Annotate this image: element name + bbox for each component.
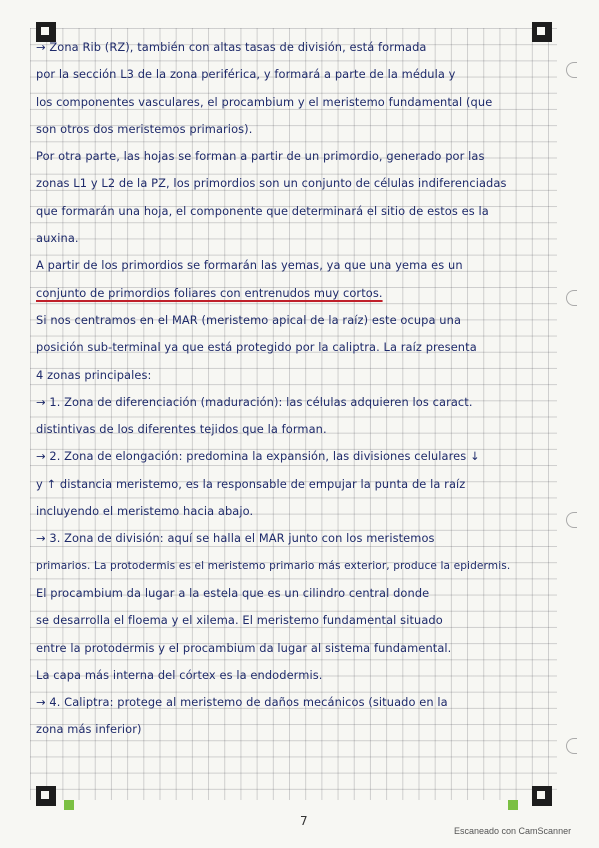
note-line: El procambium da lugar a la estela que es un cilindro central donde xyxy=(36,585,430,600)
note-line: Si nos centramos en el MAR (meristemo apical de la raíz) este ocupa una xyxy=(36,312,462,327)
note-line: 4 zonas principales: xyxy=(36,367,152,382)
green-marker-left-icon xyxy=(64,800,74,810)
handwritten-notes xyxy=(36,34,554,744)
note-line: zonas L1 y L2 de la PZ, los primordios son un conjunto de células indiferenciadas xyxy=(36,176,507,191)
page-number: 7 xyxy=(300,814,308,828)
note-line: A partir de los primordios se formarán las yemas, ya que una yema es un xyxy=(36,258,463,273)
note-line: los componentes vasculares, el procambium y el meristemo fundamental (que xyxy=(36,94,493,109)
note-line: La capa más interna del córtex es la endodermis. xyxy=(36,667,323,682)
note-line: son otros dos meristemos primarios). xyxy=(36,121,253,136)
note-line: primarios. La protodermis es el meristemo primario más exterior, produce la epidermis. xyxy=(36,559,511,572)
note-line: → 3. Zona de división: aquí se halla el MAR junto con los meristemos xyxy=(36,531,435,546)
page-margin-top xyxy=(0,0,599,28)
note-line: Por otra parte, las hojas se forman a partir de un primordio, generado por las xyxy=(36,149,485,164)
note-line: se desarrolla el floema y el xilema. El meristemo fundamental situado xyxy=(36,613,443,628)
note-line: → 1. Zona de diferenciación (maduración): las células adquieren los caract. xyxy=(36,394,473,409)
note-line: → 2. Zona de elongación: predomina la expansión, las divisiones celulares ↓ xyxy=(36,449,480,464)
note-line: → Zona Rib (RZ), también con altas tasas de división, está formada xyxy=(36,40,427,54)
scanner-watermark: Escaneado con CamScanner xyxy=(454,826,572,836)
note-line: entre la protodermis y el procambium da lugar al sistema fundamental. xyxy=(36,640,452,655)
binder-ring-icon xyxy=(566,62,577,78)
note-line: y ↑ distancia meristemo, es la responsable de empujar la punta de la raíz xyxy=(36,476,466,491)
binder-ring-icon xyxy=(566,738,577,754)
scan-marker-bottom-right-icon xyxy=(532,786,552,806)
binder-ring-icon xyxy=(566,512,577,528)
note-line: distintivas de los diferentes tejidos que la forman. xyxy=(36,422,327,437)
binder-ring-icon xyxy=(566,290,577,306)
scan-marker-bottom-left-icon xyxy=(36,786,56,806)
page-margin-right xyxy=(557,0,599,848)
note-line: posición sub-terminal ya que está protegido por la caliptra. La raíz presenta xyxy=(36,340,477,355)
note-line: → 4. Caliptra: protege al meristemo de daños mecánicos (situado en la xyxy=(36,695,448,710)
page-margin-left xyxy=(0,0,30,848)
note-line: por la sección L3 de la zona periférica, y formará a parte de la médula y xyxy=(36,67,456,82)
note-line: incluyendo el meristemo hacia abajo. xyxy=(36,504,254,519)
note-line: auxina. xyxy=(36,231,79,246)
note-line: conjunto de primordios foliares con entrenudos muy cortos. xyxy=(36,285,383,300)
green-marker-right-icon xyxy=(508,800,518,810)
note-line: zona más inferior) xyxy=(36,722,142,737)
note-line: que formarán una hoja, el componente que determinará el sitio de estos es la xyxy=(36,203,489,218)
